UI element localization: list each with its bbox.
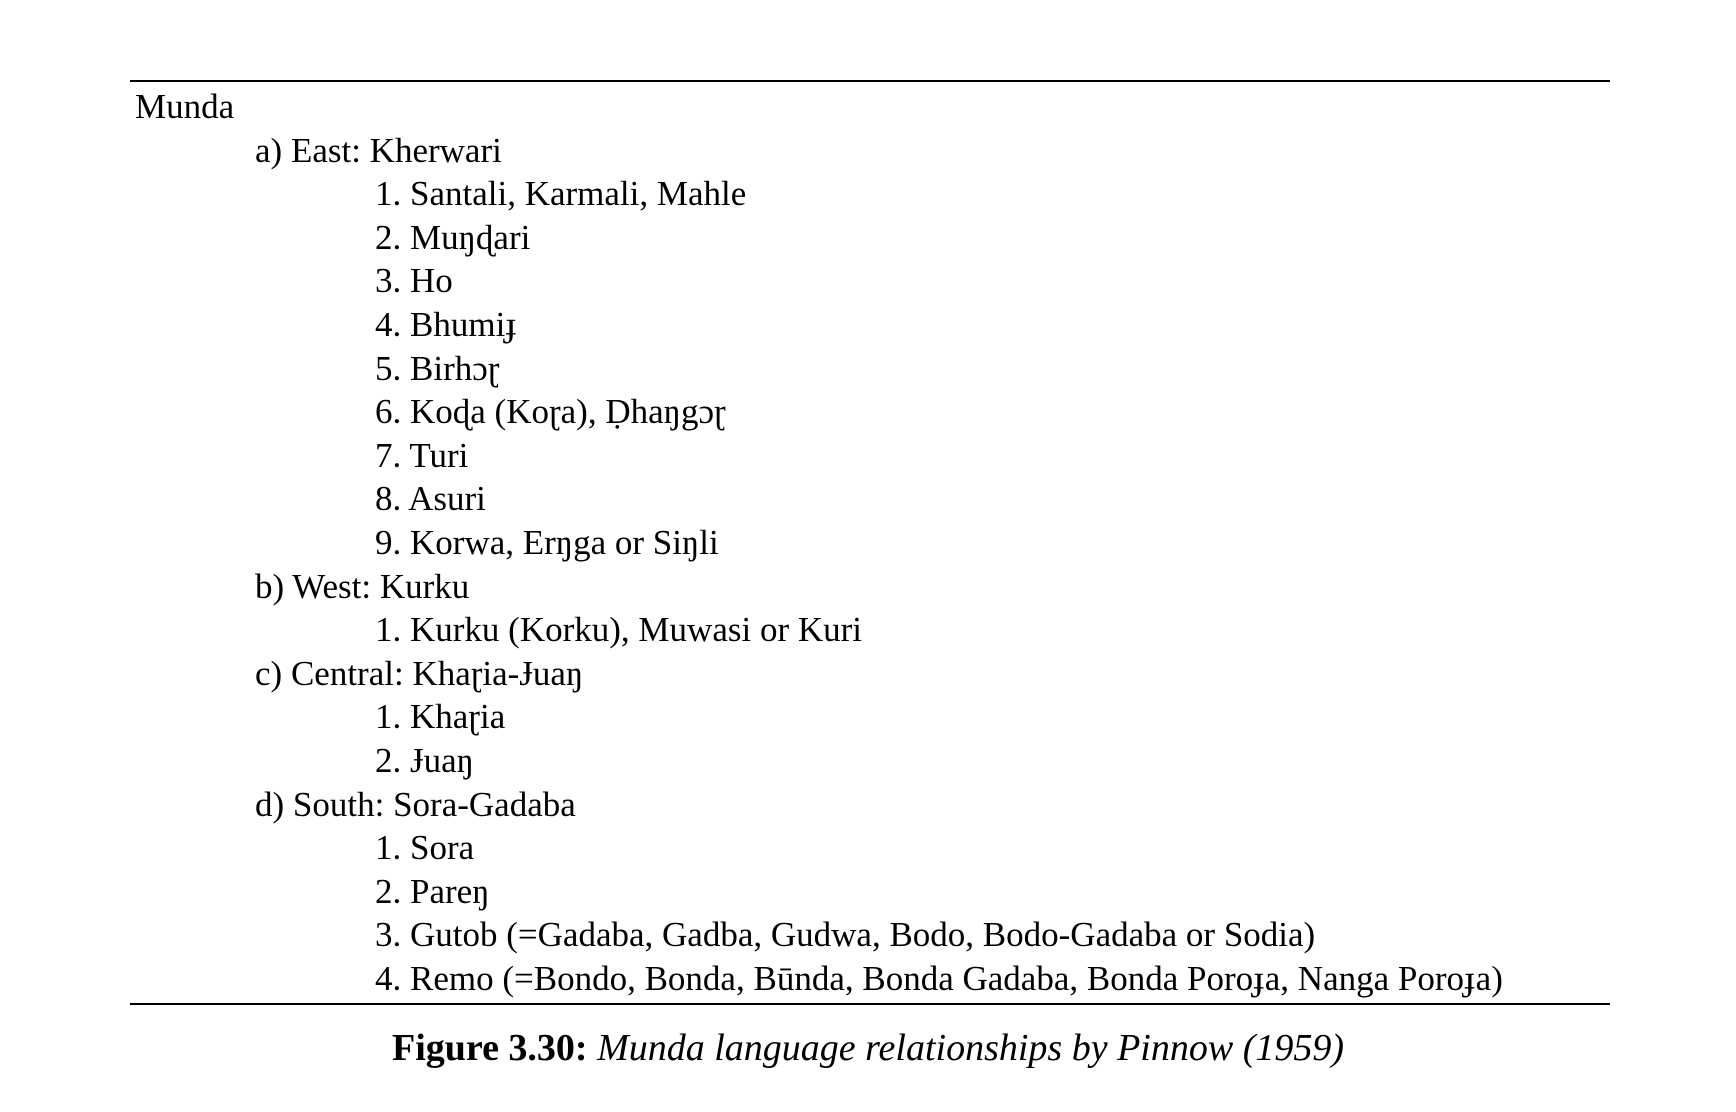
list-item: 1. Kurku (Korku), Muwasi or Kuri	[375, 610, 863, 650]
group-label-east: a) East: Kherwari	[255, 130, 502, 170]
list-item: 7. Turi	[375, 435, 469, 475]
language-tree	[135, 85, 1605, 1000]
figure-caption	[0, 1022, 1736, 1074]
top-rule	[130, 80, 1610, 82]
list-item: 9. Korwa, Erŋga or Siŋli	[375, 522, 719, 562]
tree-root: Munda	[135, 87, 235, 126]
group-label-central: c) Central: Khaɽia-Ɉuaŋ	[255, 653, 584, 693]
list-item: 2. Muŋɖari	[375, 217, 531, 257]
list-item: 1. Santali, Karmali, Mahle	[375, 174, 747, 214]
list-item: 1. Khaɽia	[375, 697, 506, 737]
list-item: 3. Gutob (=Gadaba, Gadba, Gudwa, Bodo, Bodo-Gadaba or Sodia)	[375, 915, 1316, 955]
list-item: 4. Bhumiɟ	[375, 304, 517, 344]
group-label-west: b) West: Kurku	[255, 566, 470, 606]
list-item: 1. Sora	[375, 828, 475, 868]
group-label-south: d) South: Sora-Gadaba	[255, 784, 576, 824]
list-item: 2. Ɉuaŋ	[375, 740, 474, 780]
list-item: 2. Pareŋ	[375, 871, 490, 911]
list-item: 6. Koɖa (Koɽa), Ḍhaŋgɔɽ	[375, 392, 726, 432]
list-item: 3. Ho	[375, 261, 453, 301]
list-item: 8. Asuri	[375, 479, 486, 519]
list-item: 5. Birhɔɽ	[375, 348, 500, 388]
bottom-rule	[130, 1003, 1610, 1005]
caption-text: Munda language relationships by Pinnow (1959)	[597, 1027, 1345, 1069]
caption-label: Figure 3.30:	[391, 1027, 588, 1069]
list-item: 4. Remo (=Bondo, Bonda, Būnda, Bonda Gadaba, Bonda Poroɟa, Nanga Poroɟa)	[375, 958, 1503, 998]
